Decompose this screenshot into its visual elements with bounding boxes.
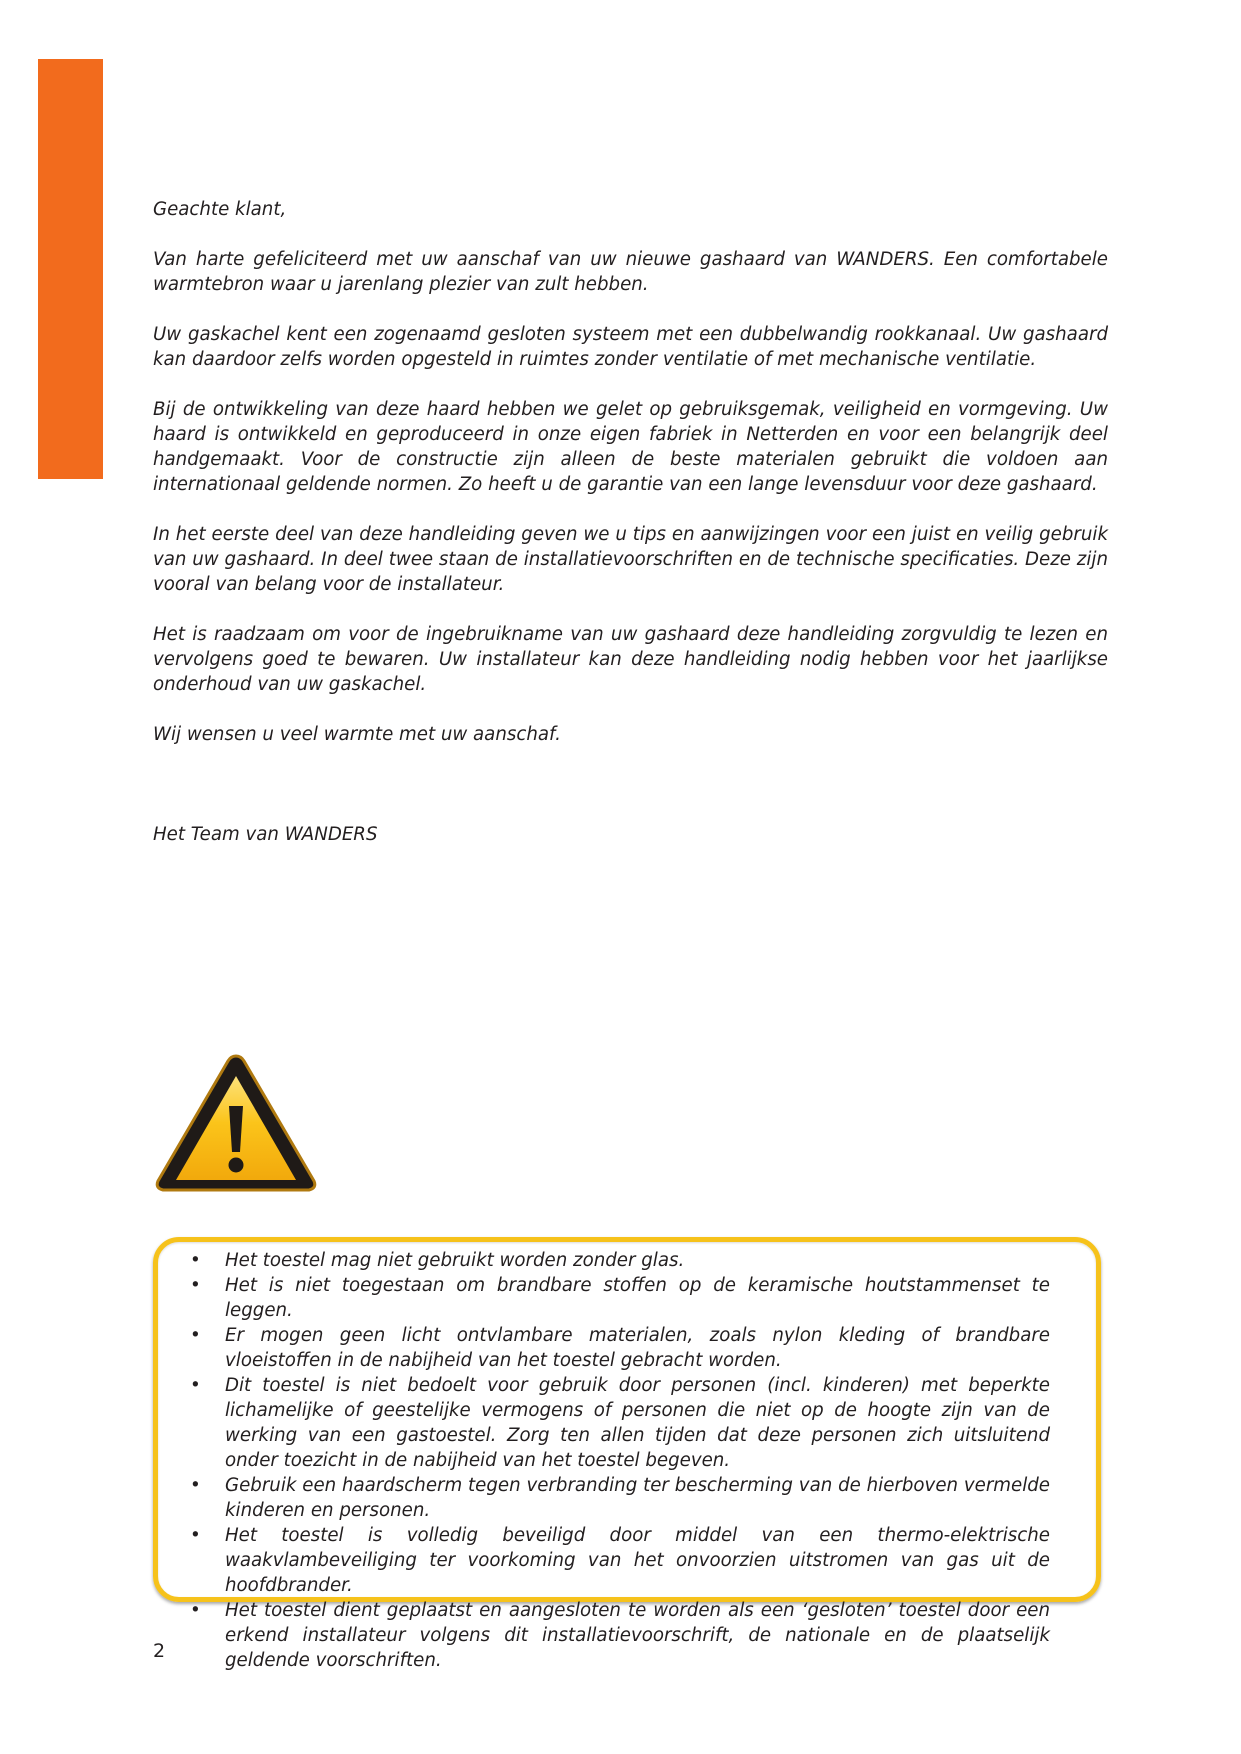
letter-signature: Het Team van WANDERS — [153, 824, 378, 845]
letter-paragraph: Bij de ontwikkeling van deze haard hebben we gelet op gebruiksgemak, veiligheid en vormgeving. Uw haard is ontwikkeld en geproduceerd in onze eigen fabriek in Netterden en voor een belangrijk deel handgemaakt. Voor de constructie zijn alleen de beste materialen gebruikt die voldoen aan internationaal geldende normen. Zo heeft u de garantie van een lange levensduur voor deze gashaard. — [153, 399, 1108, 495]
letter-paragraph: Van harte gefeliciteerd met uw aanschaf van uw nieuwe gashaard van WANDERS. Een comfortabele warmtebron waar u jarenlang plezier van zult hebben. — [153, 249, 1108, 295]
warning-text: Het is niet toegestaan om brandbare stoffen op de keramische houtstammenset te leggen. — [225, 1275, 1050, 1321]
bullet-icon: • — [190, 1250, 201, 1271]
list-item — [190, 1323, 1050, 1373]
letter-closing: Wij wensen u veel warmte met uw aanschaf. — [153, 724, 561, 745]
bullet-icon: • — [190, 1525, 201, 1546]
warning-text: Het toestel dient geplaatst en aangesloten te worden als een ‘gesloten’ toestel door een erkend installateur volgens dit installatievoorschrift, de nationale en de plaatselijk geldende voorschriften. — [225, 1600, 1050, 1671]
warning-text: Er mogen geen licht ontvlambare materialen, zoals nylon kleding of brandbare vloeistoffen in de nabijheid van het toestel gebracht worden. — [225, 1325, 1050, 1371]
bullet-icon: • — [190, 1375, 201, 1396]
bullet-icon: • — [190, 1600, 201, 1621]
warning-text: Het toestel mag niet gebruikt worden zonder glas. — [225, 1250, 685, 1271]
letter-paragraph: Uw gaskachel kent een zogenaamd gesloten systeem met een dubbelwandig rookkanaal. Uw gashaard kan daardoor zelfs worden opgesteld in ruimtes zonder ventilatie of met mechanische ventilatie. — [153, 324, 1108, 370]
bullet-icon: • — [190, 1275, 201, 1296]
accent-bar — [38, 59, 103, 479]
warning-text: Dit toestel is niet bedoelt voor gebruik door personen (incl. kinderen) met beperkte lichamelijke of geestelijke vermogens of personen die niet op de hoogte zijn van de werking van een gastoestel. Zorg ten allen tijden dat deze personen zich uitsluitend onder toezicht in de nabijheid van het toestel begeven. — [225, 1375, 1050, 1471]
letter-paragraph: In het eerste deel van deze handleiding geven we u tips en aanwijzingen voor een juist en veilig gebruik van uw gashaard. In deel twee staan de installatievoorschriften en de technische specificaties. Deze zijn vooral van belang voor de installateur. — [153, 524, 1108, 595]
list-item — [190, 1248, 1050, 1273]
letter-paragraph: Het is raadzaam om voor de ingebruikname van uw gashaard deze handleiding zorgvuldig te lezen en vervolgens goed te bewaren. Uw installateur kan deze handleiding nodig hebben voor het jaarlijkse onderhoud van uw gaskachel. — [153, 624, 1108, 695]
list-item — [190, 1373, 1050, 1473]
warning-triangle-icon — [151, 1048, 321, 1198]
list-item — [190, 1523, 1050, 1598]
list-item — [190, 1273, 1050, 1323]
list-item — [190, 1473, 1050, 1523]
bullet-icon: • — [190, 1325, 201, 1346]
letter-greeting: Geachte klant, — [153, 199, 287, 220]
list-item — [190, 1598, 1050, 1673]
bullet-icon: • — [190, 1475, 201, 1496]
warning-text: Gebruik een haardscherm tegen verbranding ter bescherming van de hierboven vermelde kinderen en personen. — [225, 1475, 1050, 1521]
warning-text: Het toestel is volledig beveiligd door middel van een thermo-elektrische waakvlambeveiliging ter voorkoming van het onvoorzien uitstromen van gas uit de hoofdbrander. — [225, 1525, 1050, 1596]
page-number: 2 — [153, 1640, 166, 1662]
letter-body — [153, 197, 1108, 872]
warning-list — [190, 1248, 1050, 1673]
